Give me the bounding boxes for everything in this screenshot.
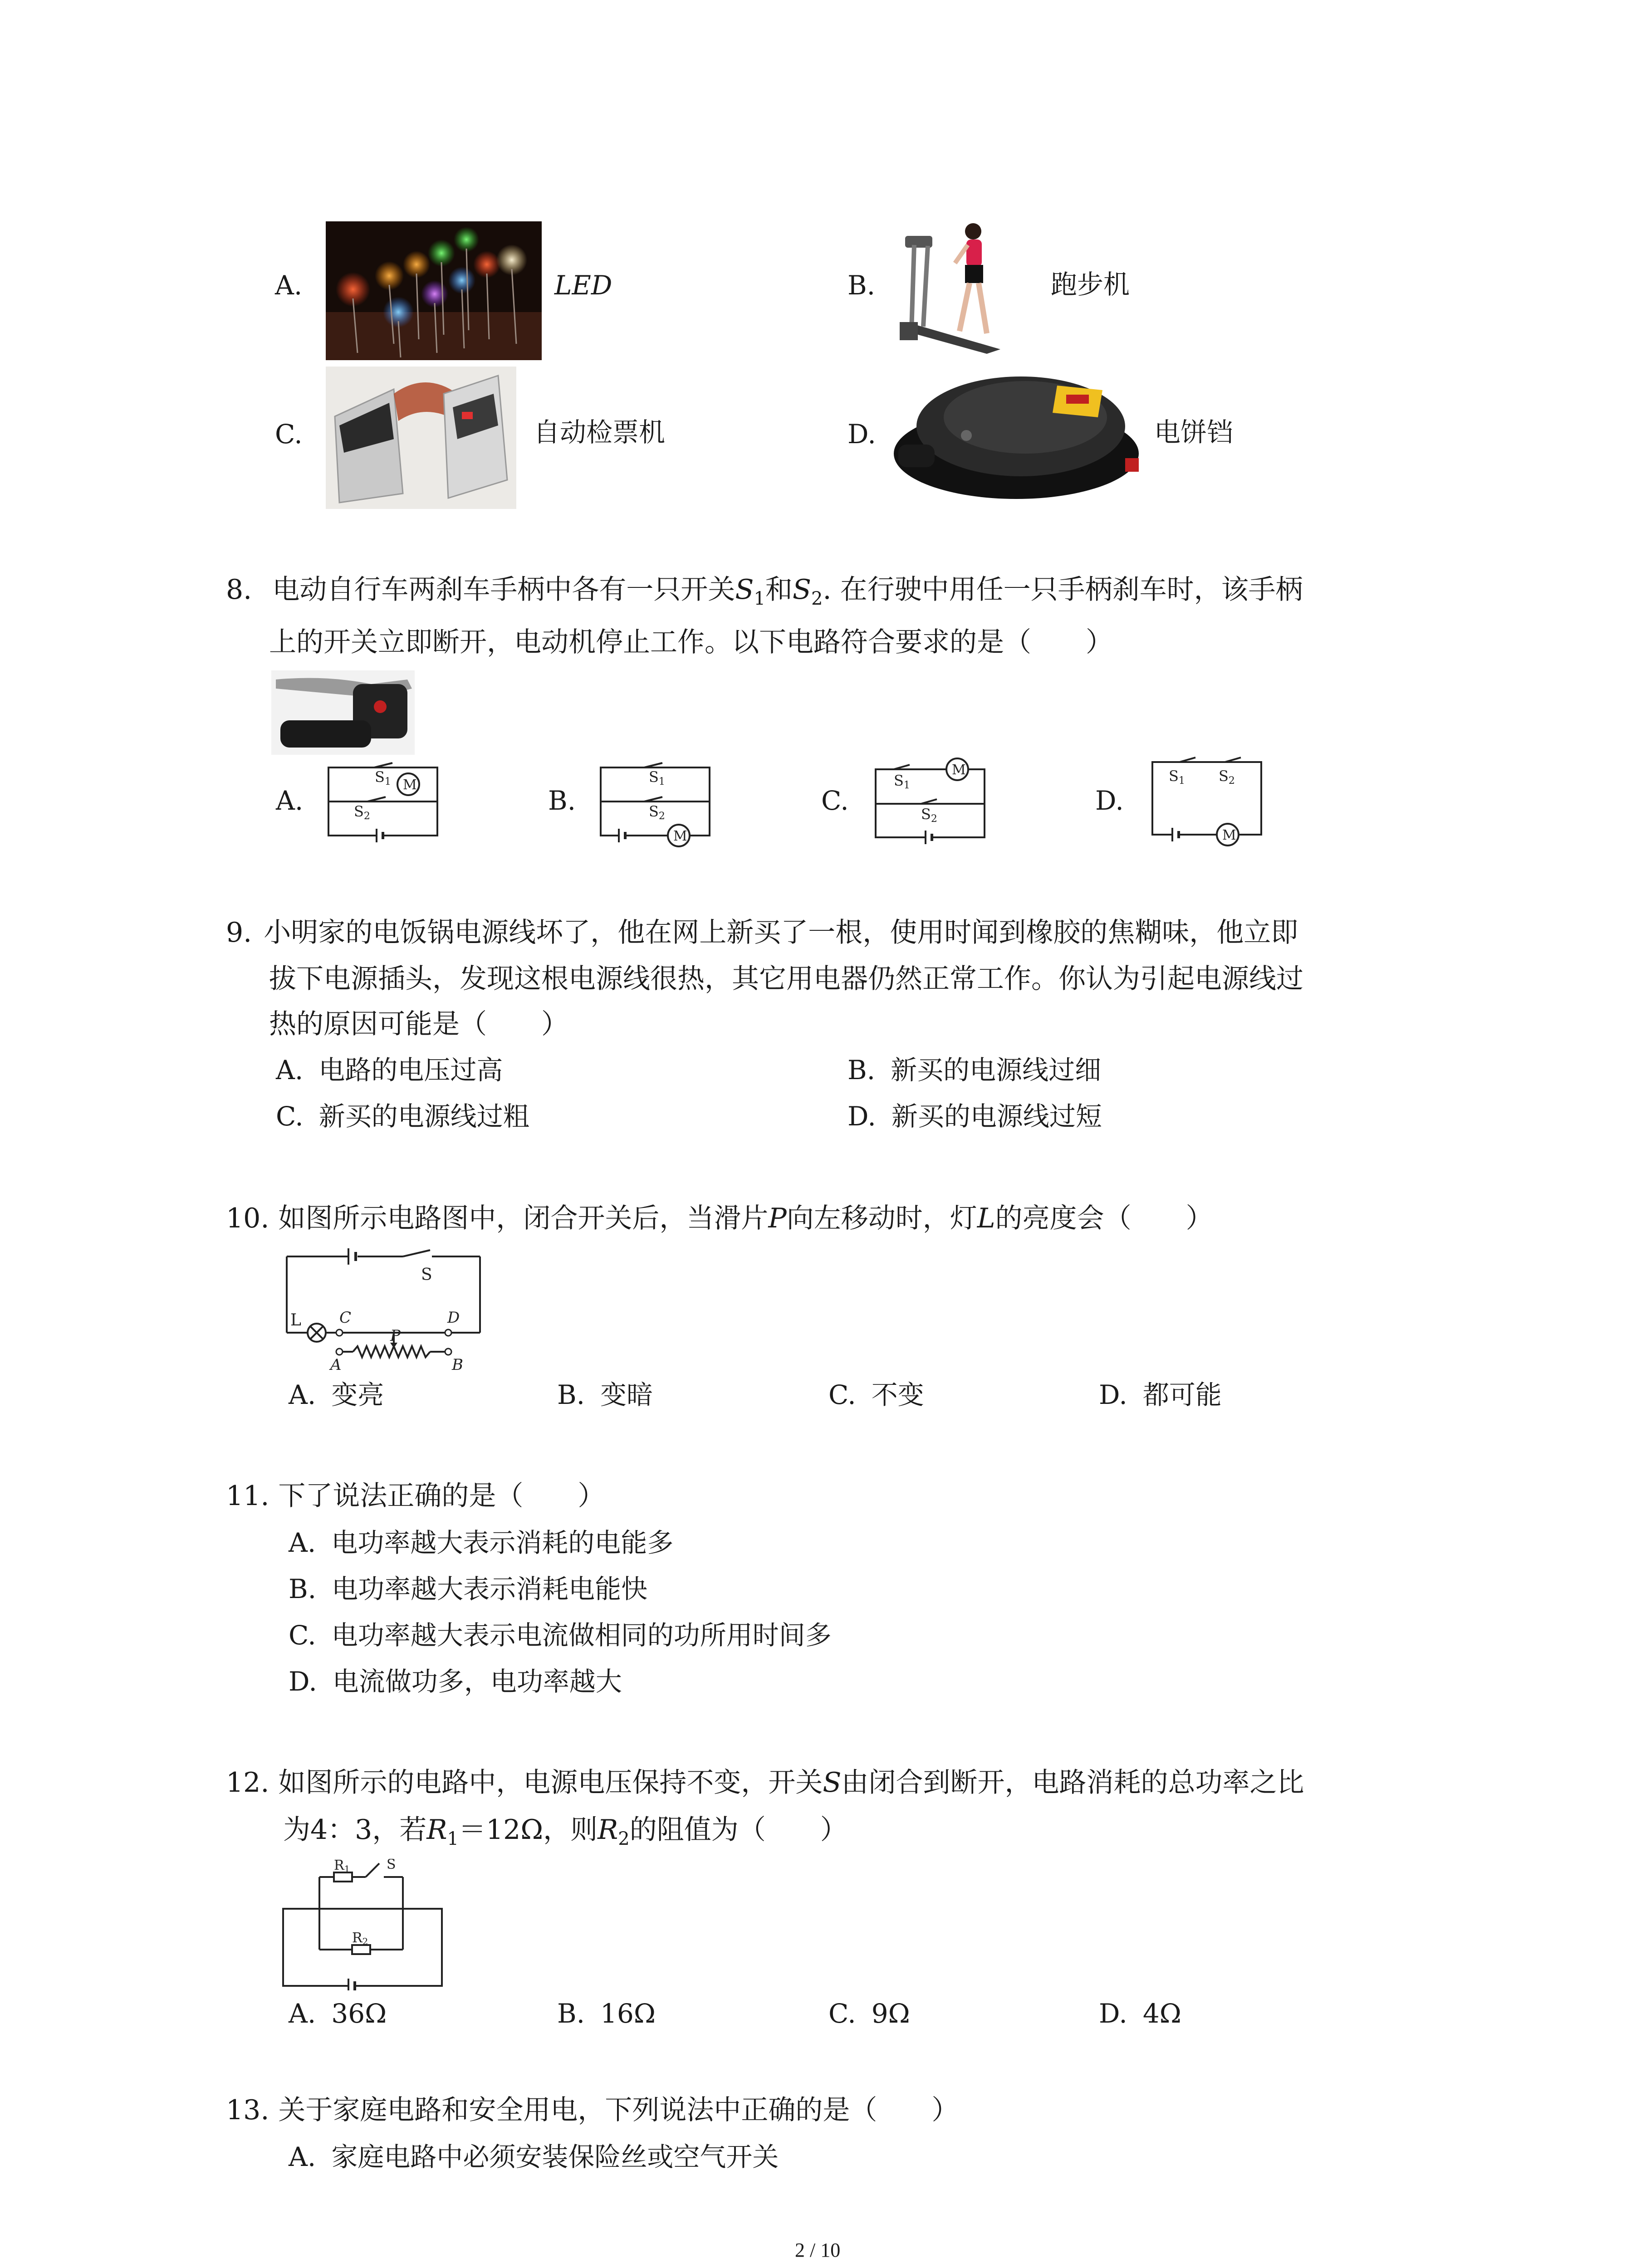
svg-text:R1: R1 — [334, 1859, 350, 1874]
question-number: 12. — [226, 1767, 269, 1799]
option-label: LED — [554, 270, 612, 301]
option-d: D. 新买的电源线过短 — [847, 1101, 1102, 1132]
option-b: B. 新买的电源线过细 — [847, 1055, 1102, 1085]
option-letter: C. — [821, 785, 849, 816]
option-c: C. 不变 — [828, 1379, 924, 1410]
svg-text:M: M — [1222, 827, 1236, 843]
svg-text:S1: S1 — [649, 768, 665, 787]
svg-text:S2: S2 — [921, 806, 937, 825]
electric-griddle-photo — [889, 367, 1143, 503]
option-letter: B. — [847, 270, 876, 301]
option-d: D. 4Ω — [1099, 1998, 1181, 2029]
option-a: A. 家庭电路中必须安装保险丝或空气开关 — [289, 2141, 779, 2172]
question-number: 11. — [226, 1480, 269, 1512]
svg-text:B: B — [452, 1356, 463, 1374]
svg-text:S1: S1 — [375, 768, 391, 787]
parallel-resistor-circuit-diagram — [279, 1859, 447, 1990]
question-8-stem-line2: 上的开关立即断开，电动机停止工作。以下电路符合要求的是（ ） — [269, 626, 1113, 658]
question-12-stem-line2: 为4：3，若$R_1=12\Omega$，则$R_2$的阻值为（ ） — [283, 1814, 847, 1849]
svg-text:C: C — [339, 1309, 352, 1327]
svg-text:S: S — [387, 1859, 396, 1872]
question-number: 8. — [226, 574, 252, 606]
option-c: C. 新买的电源线过粗 — [276, 1101, 529, 1132]
option-label: 跑步机 — [1051, 269, 1130, 300]
svg-text:S2: S2 — [649, 803, 665, 822]
ticket-gate-photo — [326, 367, 516, 509]
svg-text:S1: S1 — [894, 772, 910, 791]
option-a: A. 36Ω — [289, 1998, 387, 2029]
svg-text:S1: S1 — [1169, 767, 1185, 787]
question-9-stem-line1: 9. 小明家的电饭锅电源线坏了，他在网上新买了一根，使用时闻到橡胶的焦糊味，他立即 — [226, 917, 1298, 948]
question-13-stem: 13. 关于家庭电路和安全用电，下列说法中正确的是（ ） — [226, 2094, 959, 2126]
option-letter: D. — [1095, 785, 1124, 816]
svg-text:D: D — [447, 1309, 460, 1327]
svg-text:P: P — [390, 1327, 401, 1345]
option-letter: D. — [847, 419, 876, 450]
rheostat-circuit-diagram — [280, 1246, 494, 1374]
question-9-stem-line3: 热的原因可能是（ ） — [269, 1008, 568, 1040]
option-label: 电饼铛 — [1154, 417, 1234, 448]
svg-text:R2: R2 — [352, 1930, 368, 1947]
option-c: C. 电功率越大表示电流做相同的功所用时间多 — [289, 1620, 832, 1651]
option-letter: B. — [548, 785, 576, 816]
question-9-stem-line2: 拔下电源插头，发现这根电源线很热，其它用电器仍然正常工作。你认为引起电源线过 — [269, 963, 1303, 995]
question-number: 13. — [226, 2094, 269, 2126]
option-d: D. 都可能 — [1099, 1379, 1222, 1410]
question-11-stem: 11. 下了说法正确的是（ ） — [226, 1480, 605, 1512]
option-letter: A. — [276, 785, 304, 816]
question-number: 9. — [226, 917, 252, 948]
option-b: B. 16Ω — [557, 1998, 656, 2029]
led-photo — [326, 221, 542, 360]
option-a: A. 变亮 — [289, 1379, 384, 1410]
question-8-stem-line1: 8. 电动自行车两刹车手柄中各有一只开关$S_1$和$S_2$. 在行驶中用任一只手柄刹车时，该手柄 — [226, 574, 1303, 609]
option-a: A. 电路的电压过高 — [276, 1055, 503, 1085]
circuit-diagram-option-d — [1139, 753, 1270, 853]
circuit-diagram-option-b — [590, 758, 717, 849]
svg-text:A: A — [330, 1356, 342, 1374]
circuit-diagram-option-c — [862, 753, 994, 853]
option-d: D. 电流做功多，电功率越大 — [289, 1666, 622, 1697]
svg-text:M: M — [673, 828, 687, 844]
treadmill-photo — [896, 218, 1005, 361]
brake-handle-photo — [271, 670, 415, 755]
svg-text:M: M — [952, 762, 966, 778]
question-12-stem-line1: 12. 如图所示的电路中，电源电压保持不变，开关S由闭合到断开，电路消耗的总功率之比 — [226, 1767, 1304, 1799]
svg-text:S2: S2 — [1219, 767, 1235, 787]
svg-text:L: L — [290, 1311, 301, 1330]
svg-text:S2: S2 — [354, 803, 370, 822]
option-c: C. 9Ω — [828, 1998, 910, 2029]
option-letter: A. — [275, 270, 303, 301]
circuit-diagram-option-a — [318, 758, 445, 849]
option-label: 自动检票机 — [534, 417, 666, 448]
option-letter: C. — [275, 419, 303, 450]
option-b: B. 电功率越大表示消耗电能快 — [289, 1574, 648, 1604]
svg-text:S: S — [421, 1266, 432, 1284]
question-10-stem: 10. 如图所示电路图中，闭合开关后，当滑片P向左移动时，灯L的亮度会（ ） — [226, 1202, 1213, 1234]
page-number: 2 / 10 — [795, 2239, 841, 2261]
question-number: 10. — [226, 1202, 269, 1234]
option-a: A. 电功率越大表示消耗的电能多 — [289, 1527, 674, 1558]
svg-text:M: M — [403, 777, 417, 793]
option-b: B. 变暗 — [557, 1379, 653, 1410]
